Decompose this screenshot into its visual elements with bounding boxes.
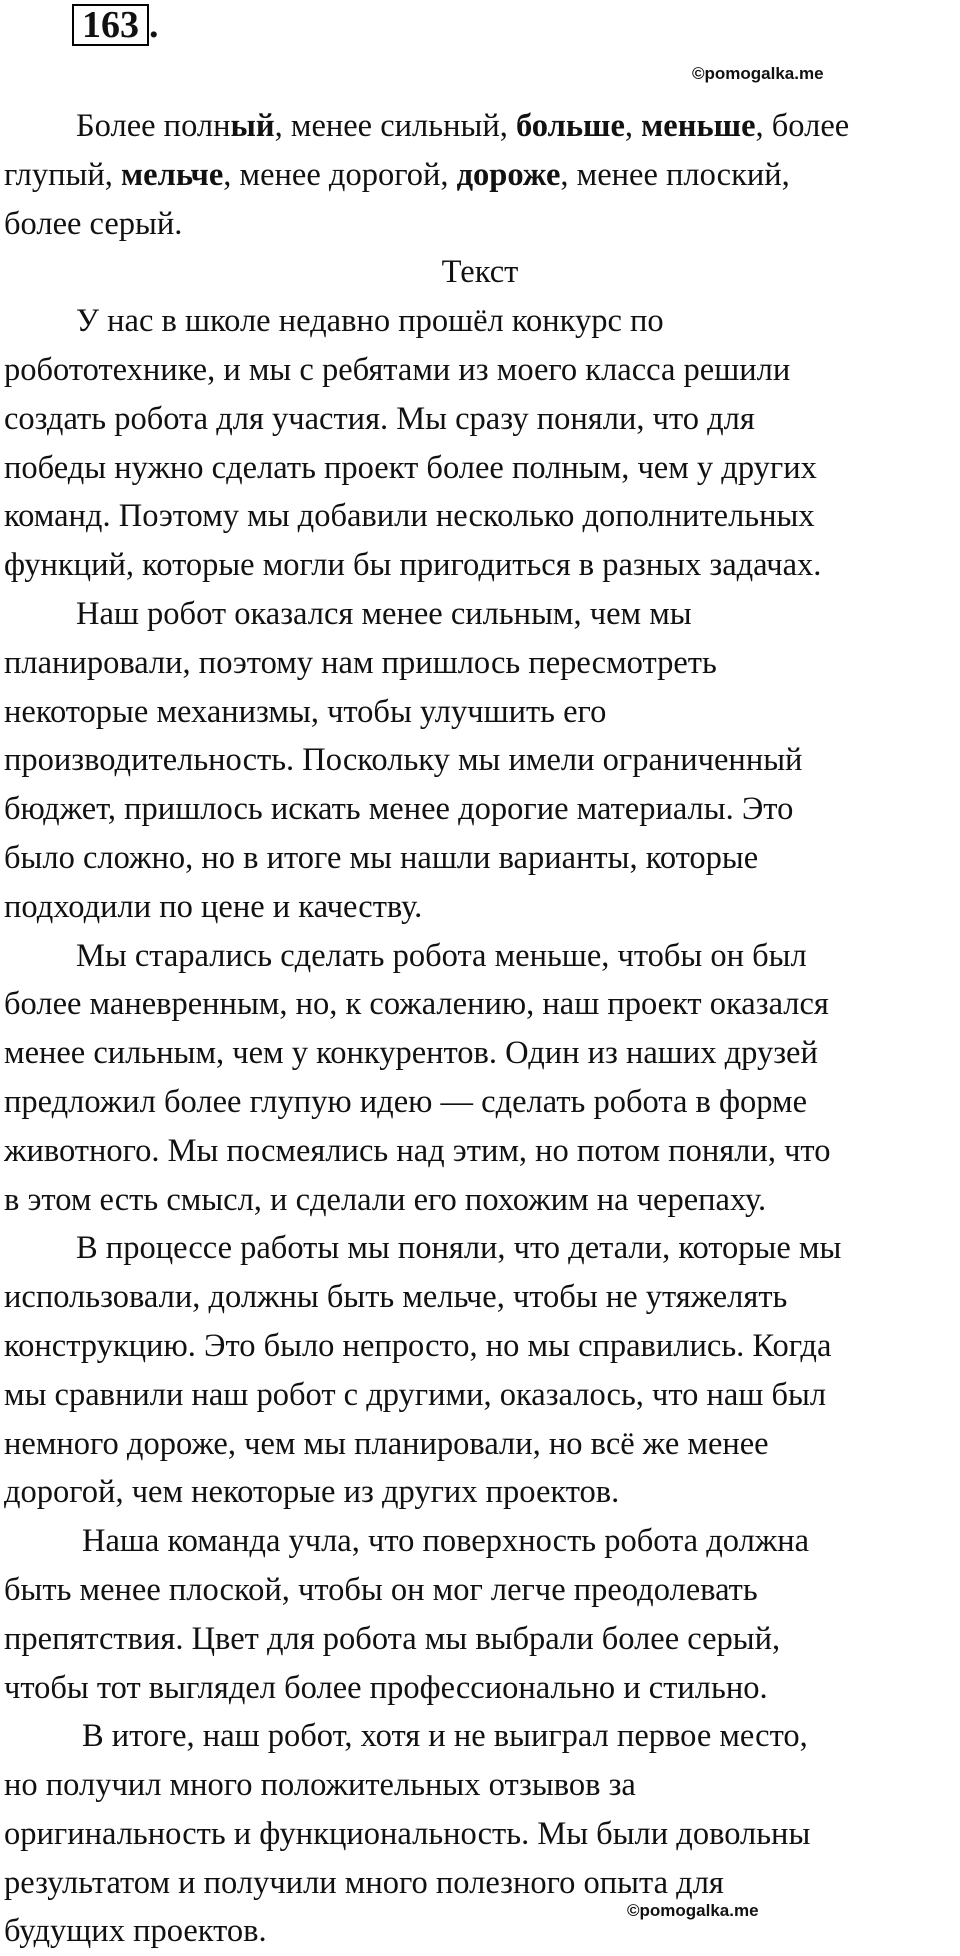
exercise-number xyxy=(72,4,159,46)
text-line: некоторые механизмы, чтобы улучшить его xyxy=(4,693,607,730)
text-line: более маневренным, но, к сожалению, наш проект оказался xyxy=(4,986,829,1023)
text-line: быть менее плоской, чтобы он мог легче преодолевать xyxy=(4,1571,758,1608)
text-line: Мы старались сделать робота меньше, чтобы он был xyxy=(76,937,807,974)
text-line: но получил много положительных отзывов за xyxy=(4,1767,636,1804)
exercise-number-box: 163 xyxy=(72,4,149,46)
answer-text: , менее сильный, xyxy=(274,108,516,144)
text-line: мы сравнили наш робот с другими, оказалось, что наш был xyxy=(4,1376,827,1413)
text-line: В процессе работы мы поняли, что детали, которые мы xyxy=(76,1230,842,1267)
text-line: функций, которые могли бы пригодиться в разных задачах. xyxy=(4,547,822,584)
text-line: Наш робот оказался менее сильным, чем мы xyxy=(76,595,692,632)
text-line: победы нужно сделать проект более полным, чем у других xyxy=(4,449,817,486)
text-line: в этом есть смысл, и сделали его похожим на черепаху. xyxy=(4,1181,767,1218)
text-line: чтобы тот выглядел более профессионально и стильно. xyxy=(4,1669,768,1706)
text-title: Текст xyxy=(441,254,519,291)
text-line: предложил более глупую идею — сделать робота в форме xyxy=(4,1083,808,1120)
answer-text: Более полн xyxy=(76,108,231,144)
text-line: будущих проектов. xyxy=(4,1913,267,1950)
text-line: робототехнике, и мы с ребятами из моего класса решили xyxy=(4,351,791,388)
text-line: Наша команда учла, что поверхность робота должна xyxy=(82,1523,810,1560)
text-line: использовали, должны быть мельче, чтобы не утяжелять xyxy=(4,1279,788,1316)
text-line: менее сильным, чем у конкурентов. Один из наших друзей xyxy=(4,1035,818,1072)
answer-text: , менее плоский, xyxy=(560,156,790,193)
answer-line-3 xyxy=(4,200,956,249)
answer-bold: ый xyxy=(230,108,275,144)
answer-bold: меньше xyxy=(641,108,756,144)
text-line: дорогой, чем некоторые из других проектов. xyxy=(4,1474,620,1511)
watermark-top: ©pomogalka.me xyxy=(692,64,824,83)
answer-text: глупый, xyxy=(4,156,122,193)
text-line: команд. Поэтому мы добавили несколько дополнительных xyxy=(4,498,815,535)
text-line: У нас в школе недавно прошёл конкурс по xyxy=(76,303,664,340)
text-line: производительность. Поскольку мы имели ограниченный xyxy=(4,742,803,779)
text-line: В итоге, наш робот, хотя и не выиграл первое место, xyxy=(82,1718,808,1755)
document-body xyxy=(4,102,956,1956)
text-line: конструкцию. Это было непросто, но мы справились. Когда xyxy=(4,1327,832,1364)
text-line: создать робота для участия. Мы сразу поняли, что для xyxy=(4,400,755,437)
answer-bold: дороже xyxy=(456,156,561,193)
answer-text: , более xyxy=(755,108,850,144)
watermark-bottom: ©pomogalka.me xyxy=(627,1901,759,1920)
answer-text: , менее дорогой, xyxy=(223,156,457,193)
exercise-number-suffix: . xyxy=(149,4,159,46)
text-line: немного дороже, чем мы планировали, но всё же менее xyxy=(4,1425,769,1462)
answer-bold: больше xyxy=(515,108,625,144)
text-line: планировали, поэтому нам пришлось пересмотреть xyxy=(4,644,717,681)
answer-bold: мельче xyxy=(121,156,224,193)
answer-line-1 xyxy=(4,102,956,151)
text-line: животного. Мы посмеялись над этим, но потом поняли, что xyxy=(4,1132,831,1169)
text-line: оригинальность и функциональность. Мы были довольны xyxy=(4,1815,811,1852)
answer-text: , xyxy=(624,108,642,144)
answer-line-2 xyxy=(4,151,956,200)
answer-text: более серый. xyxy=(4,205,183,242)
text-line: было сложно, но в итоге мы нашли варианты, которые xyxy=(4,839,759,876)
text-line: бюджет, пришлось искать менее дорогие материалы. Это xyxy=(4,791,794,828)
text-line: препятствия. Цвет для робота мы выбрали более серый, xyxy=(4,1620,781,1657)
text-line: результатом и получили много полезного опыта для xyxy=(4,1864,724,1901)
text-line: подходили по цене и качеству. xyxy=(4,888,423,925)
